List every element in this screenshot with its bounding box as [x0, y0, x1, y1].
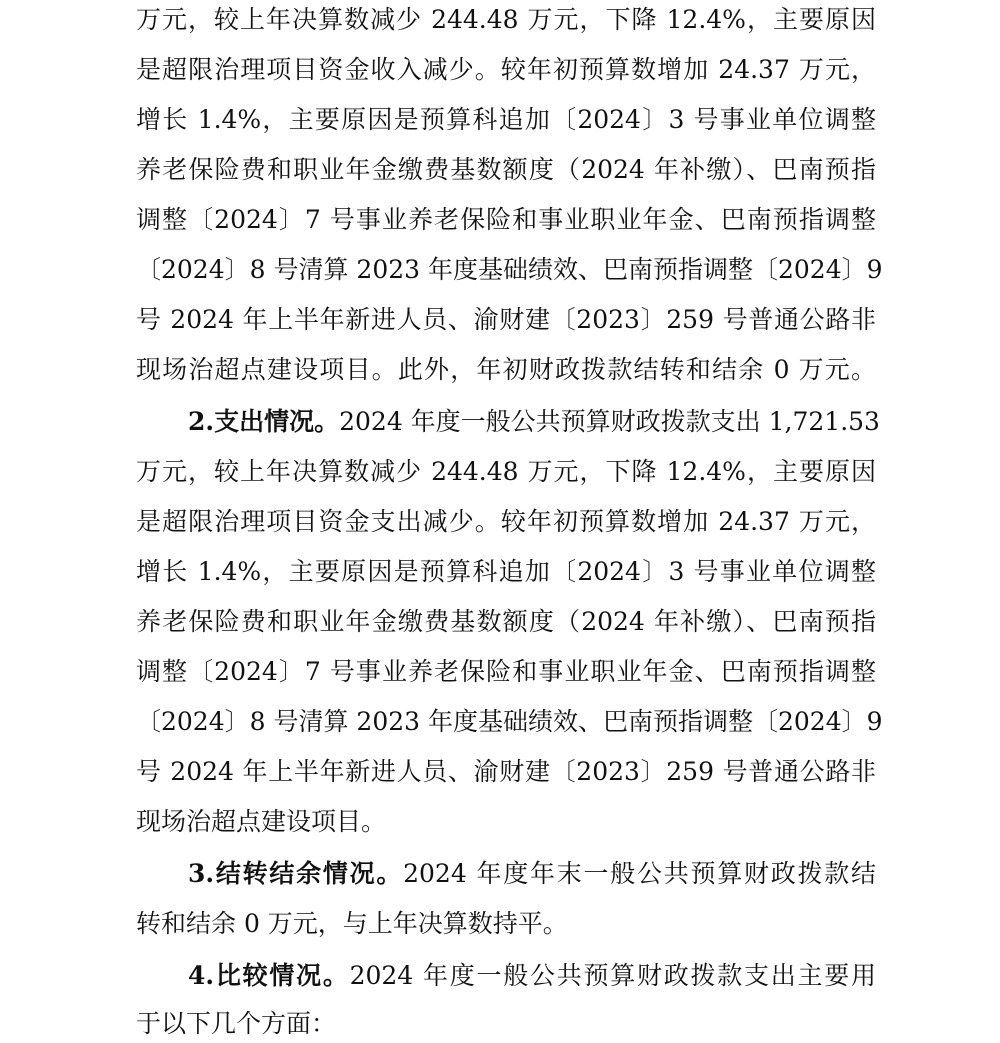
text-run: 2024 年度年末一般公共预算财政拨款结 — [403, 859, 876, 888]
text-line: 增长 1.4%，主要原因是预算科追加〔2024〕3 号事业单位调整 — [136, 557, 876, 586]
section-heading-carryover: 3.结转结余情况。 — [188, 859, 404, 888]
section-heading-comparison: 4.比较情况。 — [188, 961, 350, 990]
text-line: 〔2024〕8 号清算 2023 年度基础绩效、巴南预指调整〔2024〕9 — [136, 255, 883, 284]
text-line: 号 2024 年上半年新进人员、渝财建〔2023〕259 号普通公路非 — [136, 305, 876, 334]
text-line-first — [188, 402, 880, 442]
text-line: 号 2024 年上半年新进人员、渝财建〔2023〕259 号普通公路非 — [136, 757, 876, 786]
text-line: 万元，较上年决算数减少 244.48 万元，下降 12.4%，主要原因 — [136, 5, 876, 34]
text-line: 万元，较上年决算数减少 244.48 万元，下降 12.4%，主要原因 — [136, 457, 876, 486]
text-line-first — [188, 854, 876, 894]
text-line: 〔2024〕8 号清算 2023 年度基础绩效、巴南预指调整〔2024〕9 — [136, 707, 883, 736]
text-line: 转和结余 0 万元，与上年决算数持平。 — [136, 909, 568, 938]
text-line: 调整〔2024〕7 号事业养老保险和事业职业年金、巴南预指调整 — [136, 657, 876, 686]
text-line: 调整〔2024〕7 号事业养老保险和事业职业年金、巴南预指调整 — [136, 205, 876, 234]
text-run: 2024 年度一般公共预算财政拨款支出 1,721.53 — [339, 407, 880, 436]
text-line-first — [188, 956, 876, 996]
text-line: 养老保险费和职业年金缴费基数额度（2024 年补缴）、巴南预指 — [136, 155, 876, 184]
text-line: 现场治超点建设项目。 — [136, 807, 387, 836]
text-line: 是超限治理项目资金收入减少。较年初预算数增加 24.37 万元， — [136, 55, 876, 84]
section-heading-expenditure: 2.支出情况。 — [188, 407, 340, 436]
text-line: 是超限治理项目资金支出减少。较年初预算数增加 24.37 万元， — [136, 507, 876, 536]
text-run: 2024 年度一般公共预算财政拨款支出主要用 — [349, 961, 876, 990]
text-line: 增长 1.4%，主要原因是预算科追加〔2024〕3 号事业单位调整 — [136, 105, 876, 134]
text-line: 养老保险费和职业年金缴费基数额度（2024 年补缴）、巴南预指 — [136, 607, 876, 636]
text-line: 现场治超点建设项目。此外，年初财政拨款结转和结余 0 万元。 — [136, 355, 876, 384]
text-line: 于以下几个方面： — [136, 1009, 337, 1038]
